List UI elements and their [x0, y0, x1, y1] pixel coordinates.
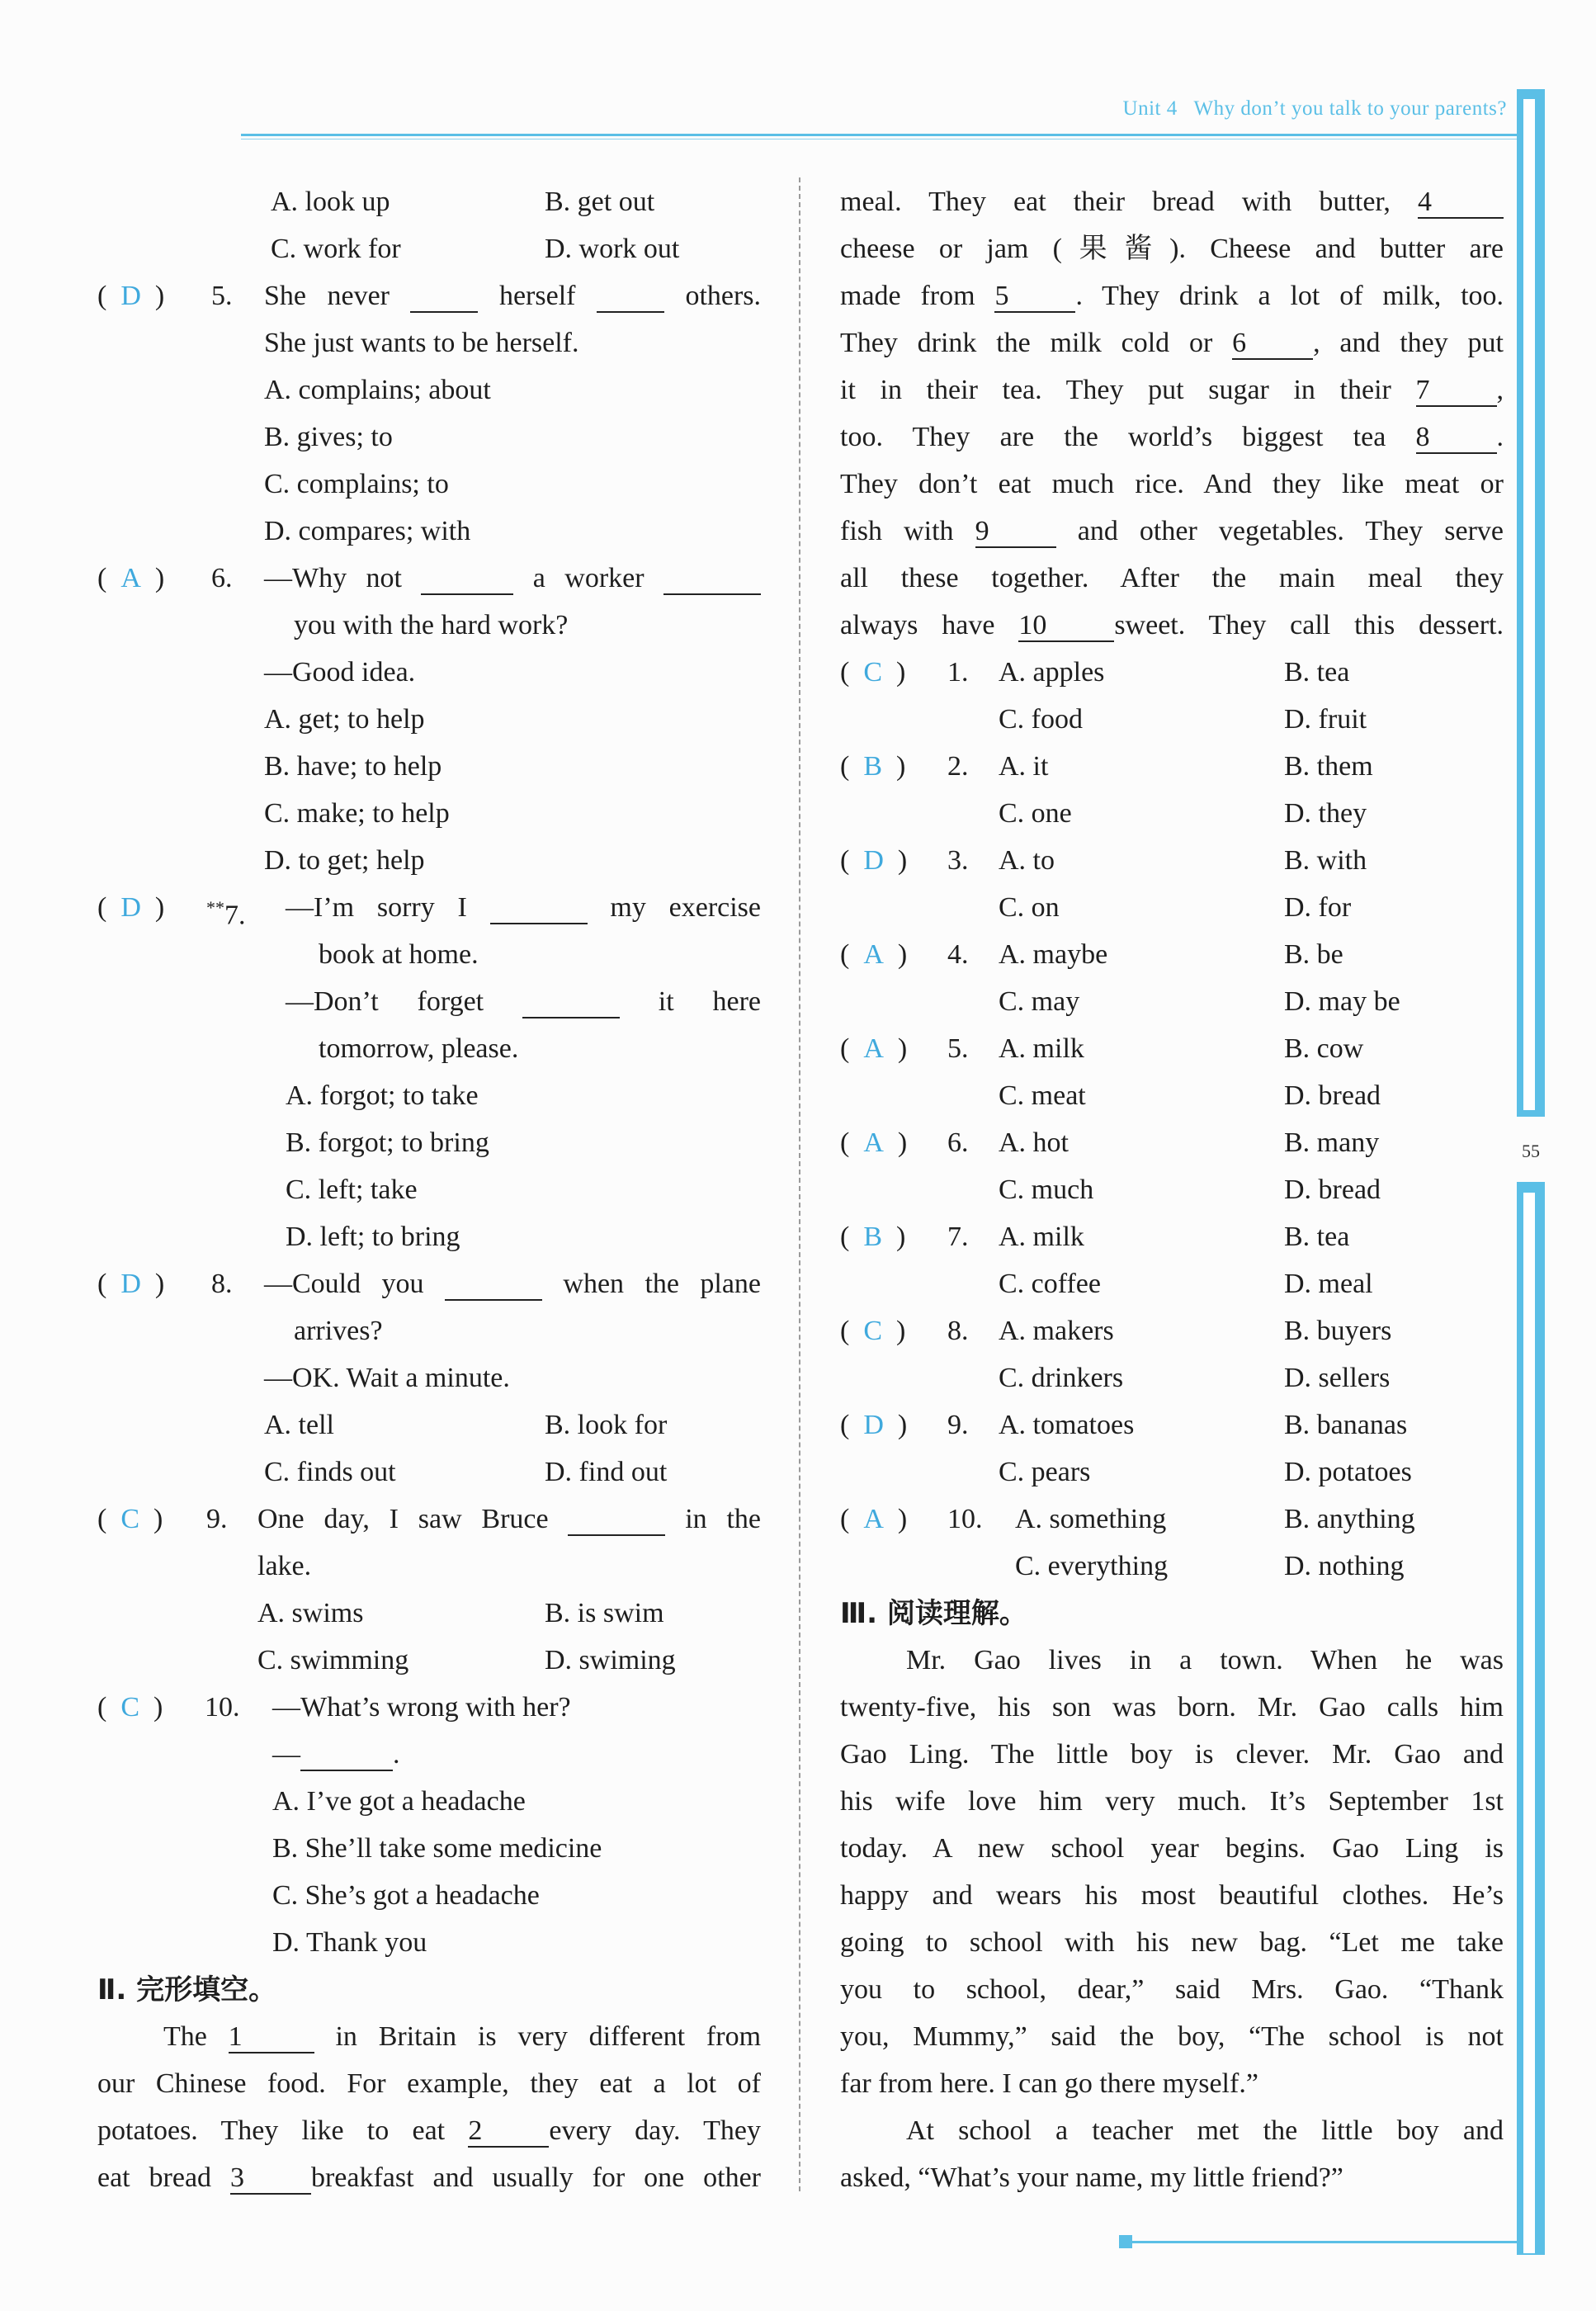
- cloze-answer: A: [863, 939, 884, 970]
- cloze-text: fish with: [840, 516, 954, 546]
- cloze-answer: A: [863, 1504, 884, 1534]
- cloze-answer: C: [863, 657, 883, 688]
- q5-line2: She just wants to be herself.: [264, 328, 579, 358]
- q9-option-a: A. swims: [257, 1598, 364, 1628]
- q10-blank[interactable]: [300, 1740, 393, 1771]
- cloze-question-number: 7.: [947, 1222, 969, 1252]
- cloze-option-d: D. for: [1284, 892, 1352, 923]
- cloze-blank-10[interactable]: 10: [1018, 611, 1114, 642]
- cloze-line12: [840, 515, 1504, 548]
- q8-option-d: D. find out: [545, 1457, 668, 1487]
- q10-number: 10.: [205, 1692, 240, 1723]
- q5-stem: [264, 280, 761, 313]
- cloze-line14: [840, 609, 1504, 642]
- cloze-option-b: B. cow: [1284, 1033, 1364, 1064]
- cloze-line1: [163, 2020, 761, 2053]
- cloze-option-b: B. be: [1284, 939, 1343, 970]
- cloze-option-a: A. something: [1015, 1504, 1167, 1534]
- cloze-text: and other vegetables. They serve: [1077, 516, 1504, 546]
- reading-line: Mr. Gao lives in a town. When he was: [906, 1645, 1504, 1675]
- q7-line2: book at home.: [319, 939, 479, 970]
- q6-line3: —Good idea.: [264, 657, 416, 688]
- q6-answer: A: [120, 563, 141, 593]
- q9-stem: [257, 1503, 761, 1536]
- cloze-option-c: C. on: [999, 892, 1060, 923]
- cloze-question-number: 3.: [947, 845, 969, 876]
- cloze-line10: [840, 421, 1504, 454]
- header-rule: [241, 134, 1535, 136]
- q6-answer-bracket: ( A ): [97, 563, 165, 593]
- cloze-option-d: D. sellers: [1284, 1363, 1391, 1393]
- q4-option-a: A. look up: [271, 187, 390, 217]
- reading-line: you to school, dear,” said Mrs. Gao. “Thank: [840, 1974, 1504, 2005]
- q5-answer-bracket: ( D ): [97, 281, 165, 311]
- q10-answer-bracket: ( C ): [97, 1692, 163, 1723]
- q6-line2: you with the hard work?: [294, 610, 569, 640]
- cloze-answer-bracket: ( B ): [840, 1222, 906, 1252]
- q8-option-c: C. finds out: [264, 1457, 396, 1487]
- q9-answer: C: [120, 1504, 140, 1534]
- running-header: [1123, 97, 1507, 121]
- q10-option-a: A. I’ve got a headache: [272, 1786, 526, 1817]
- q8-stem: [264, 1268, 761, 1301]
- q7-option-c: C. left; take: [286, 1174, 418, 1205]
- q8-line2: arrives?: [294, 1316, 383, 1346]
- cloze-blank-8[interactable]: 8: [1416, 423, 1497, 454]
- q5-blank1[interactable]: [410, 281, 478, 313]
- cloze-option-c: C. one: [999, 798, 1072, 829]
- cloze-answer-bracket: ( C ): [840, 657, 906, 688]
- cloze-option-b: B. bananas: [1284, 1410, 1408, 1440]
- q8-option-b: B. look for: [545, 1410, 668, 1440]
- cloze-text: eat bread: [97, 2162, 212, 2193]
- cloze-blank-6[interactable]: 6: [1232, 328, 1313, 360]
- cloze-option-a: A. tomatoes: [999, 1410, 1135, 1440]
- q8-answer: D: [120, 1269, 141, 1299]
- q7-stars: **: [206, 897, 224, 918]
- q9-option-b: B. is swim: [545, 1598, 664, 1628]
- cloze-blank-7[interactable]: 7: [1416, 376, 1497, 407]
- q6-option-c: C. make; to help: [264, 798, 450, 829]
- q8-option-a: A. tell: [264, 1410, 334, 1440]
- cloze-blank-2[interactable]: 2: [468, 2116, 549, 2148]
- cloze-option-c: C. much: [999, 1174, 1094, 1205]
- cloze-text: made from: [840, 281, 975, 311]
- cloze-option-c: C. drinkers: [999, 1363, 1124, 1393]
- q6-blank1[interactable]: [421, 564, 513, 595]
- reading-line: you, Mummy,” said the boy, “The school is not: [840, 2021, 1504, 2052]
- q6-number: 6.: [211, 563, 233, 593]
- cloze-text: , and they put: [1313, 328, 1504, 358]
- cloze-line13: all these together. After the main meal they: [840, 563, 1504, 593]
- q9-text1: One day, I saw Bruce: [257, 1504, 549, 1534]
- cloze-answer-bracket: ( A ): [840, 1127, 908, 1158]
- cloze-line11: They don’t eat much rice. And they like meat or: [840, 469, 1504, 499]
- q7-answer-bracket: ( D ): [97, 892, 165, 923]
- q7-option-d: D. left; to bring: [286, 1222, 460, 1252]
- cloze-option-a: A. apples: [999, 657, 1105, 688]
- footer-rule: [1131, 2241, 1518, 2243]
- q8-number: 8.: [211, 1269, 233, 1299]
- q7-answer: D: [120, 892, 141, 923]
- cloze-line7: [840, 280, 1504, 313]
- cloze-option-c: C. food: [999, 704, 1083, 735]
- cloze-answer: B: [863, 1222, 883, 1252]
- cloze-option-b: B. anything: [1284, 1504, 1415, 1534]
- reading-line: happy and wears his most beautiful clothes. He’s: [840, 1880, 1504, 1911]
- q7-text2: my exercise: [610, 892, 762, 923]
- q10-option-d: D. Thank you: [272, 1927, 427, 1958]
- q8-line3: —OK. Wait a minute.: [264, 1363, 510, 1393]
- cloze-answer: B: [863, 751, 883, 782]
- cloze-blank-9[interactable]: 9: [975, 517, 1056, 548]
- cloze-option-a: A. makers: [999, 1316, 1114, 1346]
- q9-line2: lake.: [257, 1551, 312, 1581]
- cloze-option-d: D. they: [1284, 798, 1367, 829]
- cloze-line5: [840, 186, 1504, 219]
- side-band-bottom-inner: [1523, 1193, 1535, 2253]
- cloze-text: . They drink a lot of milk, too.: [1075, 281, 1504, 311]
- q6-text2: a worker: [532, 563, 645, 593]
- q10-option-b: B. She’ll take some medicine: [272, 1833, 602, 1864]
- cloze-text: .: [1496, 422, 1504, 452]
- cloze-text: The: [163, 2021, 207, 2052]
- q6-text1: —Why not: [264, 563, 402, 593]
- q10-dash: —: [272, 1739, 300, 1770]
- reading-line: far from here. I can go there myself.”: [840, 2068, 1258, 2099]
- cloze-question-number: 5.: [947, 1033, 969, 1064]
- cloze-answer-bracket: ( D ): [840, 1410, 908, 1440]
- q4-option-d: D. work out: [545, 234, 680, 264]
- q5-blank2[interactable]: [597, 281, 664, 313]
- section3-title: Ⅲ. 阅读理解。: [840, 1597, 1027, 1630]
- cloze-option-c: C. may: [999, 986, 1080, 1017]
- cloze-line6: cheese or jam (果酱). Cheese and butter are: [840, 234, 1504, 264]
- cloze-text: every day. They: [549, 2115, 761, 2146]
- cloze-blank-1[interactable]: 1: [229, 2022, 314, 2053]
- cloze-answer-bracket: ( D ): [840, 845, 908, 876]
- q5-number: 5.: [211, 281, 233, 311]
- cloze-option-b: B. tea: [1284, 1222, 1350, 1252]
- cloze-text: potatoes. They like to eat: [97, 2115, 446, 2146]
- cloze-option-b: B. tea: [1284, 657, 1350, 688]
- cloze-question-number: 9.: [947, 1410, 969, 1440]
- q7-num: 7.: [224, 900, 246, 931]
- header-title: Why don’t you talk to your parents?: [1193, 97, 1507, 120]
- q7-blank1[interactable]: [490, 893, 588, 924]
- q4-option-b: B. get out: [545, 187, 655, 217]
- reading-line: asked, “What’s your name, my little friend?”: [840, 2162, 1343, 2193]
- q7-reply: [286, 985, 761, 1018]
- q6-blank2[interactable]: [663, 564, 761, 595]
- reading-line: At school a teacher met the little boy and: [906, 2115, 1504, 2146]
- cloze-text: sweet. They call this dessert.: [1114, 610, 1504, 640]
- page-number: 55: [1522, 1141, 1540, 1161]
- cloze-text: in Britain is very different from: [335, 2021, 762, 2052]
- q4-option-c: C. work for: [271, 234, 401, 264]
- cloze-text: always have: [840, 610, 995, 640]
- q7-line4: tomorrow, please.: [319, 1033, 519, 1064]
- cloze-option-c: C. everything: [1015, 1551, 1169, 1581]
- q9-option-c: C. swimming: [257, 1645, 409, 1675]
- cloze-option-c: C. pears: [999, 1457, 1091, 1487]
- column-divider: [799, 177, 800, 2191]
- cloze-option-a: A. maybe: [999, 939, 1108, 970]
- reading-line: twenty-five, his son was born. Mr. Gao calls him: [840, 1692, 1504, 1723]
- cloze-answer-bracket: ( C ): [840, 1316, 906, 1346]
- cloze-text: ,: [1496, 375, 1504, 405]
- cloze-line9: [840, 374, 1504, 407]
- reading-line: going to school with his new bag. “Let me take: [840, 1927, 1504, 1958]
- cloze-answer: A: [863, 1127, 884, 1158]
- q7-text3: —Don’t forget: [286, 986, 484, 1017]
- cloze-line3: [97, 2115, 761, 2148]
- cloze-answer-bracket: ( B ): [840, 751, 906, 782]
- cloze-option-d: D. nothing: [1284, 1551, 1405, 1581]
- cloze-question-number: 4.: [947, 939, 969, 970]
- cloze-option-a: A. hot: [999, 1127, 1069, 1158]
- cloze-question-number: 6.: [947, 1127, 969, 1158]
- reading-line: Gao Ling. The little boy is clever. Mr. Gao and: [840, 1739, 1504, 1770]
- q6-stem: [264, 562, 761, 595]
- cloze-text: breakfast and usually for one other: [310, 2162, 762, 2193]
- cloze-option-a: A. it: [999, 751, 1049, 782]
- cloze-option-b: B. them: [1284, 751, 1373, 782]
- cloze-text: meal. They eat their bread with butter,: [840, 187, 1391, 217]
- q6-option-a: A. get; to help: [264, 704, 425, 735]
- cloze-option-c: C. meat: [999, 1080, 1086, 1111]
- cloze-answer: D: [863, 845, 884, 876]
- q5-text3: others.: [685, 281, 762, 311]
- cloze-option-d: D. fruit: [1284, 704, 1367, 735]
- cloze-line8: [840, 327, 1504, 360]
- cloze-blank-5[interactable]: 5: [994, 281, 1075, 313]
- cloze-line2: our Chinese food. For example, they eat a lot of: [97, 2068, 761, 2099]
- q7-blank2[interactable]: [522, 987, 620, 1018]
- q9-number: 9.: [206, 1504, 228, 1534]
- q10-option-c: C. She’s got a headache: [272, 1880, 540, 1911]
- q7-option-b: B. forgot; to bring: [286, 1127, 489, 1158]
- cloze-text: They drink the milk cold or: [840, 328, 1213, 358]
- section2-title: Ⅱ. 完形填空。: [97, 1973, 277, 2006]
- cloze-option-a: A. to: [999, 845, 1055, 876]
- cloze-answer: D: [863, 1410, 884, 1440]
- reading-line: his wife love him very much. It’s September 1st: [840, 1786, 1504, 1817]
- cloze-option-b: B. many: [1284, 1127, 1380, 1158]
- cloze-option-d: D. potatoes: [1284, 1457, 1412, 1487]
- q7-stem: [286, 891, 761, 924]
- cloze-answer: A: [863, 1033, 884, 1064]
- cloze-answer-bracket: ( A ): [840, 939, 908, 970]
- q9-blank[interactable]: [568, 1505, 665, 1536]
- q5-option-a: A. complains; about: [264, 375, 491, 405]
- reading-line: today. A new school year begins. Gao Ling is: [840, 1833, 1504, 1864]
- cloze-line4: [97, 2162, 761, 2195]
- cloze-text: it in their tea. They put sugar in their: [840, 375, 1391, 405]
- cloze-option-d: D. meal: [1284, 1269, 1373, 1299]
- q8-text1: —Could you: [264, 1269, 424, 1299]
- q5-option-c: C. complains; to: [264, 469, 449, 499]
- q9-answer-bracket: ( C ): [97, 1504, 163, 1534]
- cloze-question-number: 8.: [947, 1316, 969, 1346]
- q6-option-d: D. to get; help: [264, 845, 425, 876]
- cloze-blank-3[interactable]: 3: [230, 2163, 311, 2195]
- q6-option-b: B. have; to help: [264, 751, 442, 782]
- q9-option-d: D. swiming: [545, 1645, 676, 1675]
- cloze-option-b: B. with: [1284, 845, 1367, 876]
- cloze-option-d: D. bread: [1284, 1174, 1381, 1205]
- q10-answer: C: [120, 1692, 140, 1723]
- q8-answer-bracket: ( D ): [97, 1269, 165, 1299]
- q7-text4: it here: [658, 986, 761, 1017]
- q10-stem: —What’s wrong with her?: [272, 1692, 571, 1723]
- q10-reply: — .: [272, 1739, 400, 1770]
- q8-blank[interactable]: [445, 1269, 542, 1301]
- q8-text2: when the plane: [563, 1269, 762, 1299]
- cloze-option-d: D. bread: [1284, 1080, 1381, 1111]
- q5-option-d: D. compares; with: [264, 516, 471, 546]
- q5-answer: D: [120, 281, 141, 311]
- cloze-question-number: 2.: [947, 751, 969, 782]
- q5-text1: She never: [264, 281, 390, 311]
- cloze-answer-bracket: ( A ): [840, 1504, 908, 1534]
- cloze-option-b: B. buyers: [1284, 1316, 1392, 1346]
- cloze-question-number: 10.: [947, 1504, 983, 1534]
- cloze-option-a: A. milk: [999, 1222, 1084, 1252]
- side-band-top-inner: [1523, 99, 1535, 1110]
- q7-text1: —I’m sorry I: [286, 892, 467, 923]
- header-unit: Unit 4: [1122, 97, 1178, 120]
- cloze-question-number: 1.: [947, 657, 969, 688]
- q9-text2: in the: [685, 1504, 762, 1534]
- q5-option-b: B. gives; to: [264, 422, 393, 452]
- cloze-option-d: D. may be: [1284, 986, 1400, 1017]
- cloze-option-a: A. milk: [999, 1033, 1084, 1064]
- cloze-blank-4[interactable]: 4: [1418, 187, 1504, 219]
- cloze-text: too. They are the world’s biggest tea: [840, 422, 1386, 452]
- cloze-option-c: C. coffee: [999, 1269, 1101, 1299]
- q5-text2: herself: [498, 281, 576, 311]
- q7-option-a: A. forgot; to take: [286, 1080, 479, 1111]
- q7-number: [206, 891, 246, 932]
- cloze-answer-bracket: ( A ): [840, 1033, 908, 1064]
- cloze-answer: C: [863, 1316, 883, 1346]
